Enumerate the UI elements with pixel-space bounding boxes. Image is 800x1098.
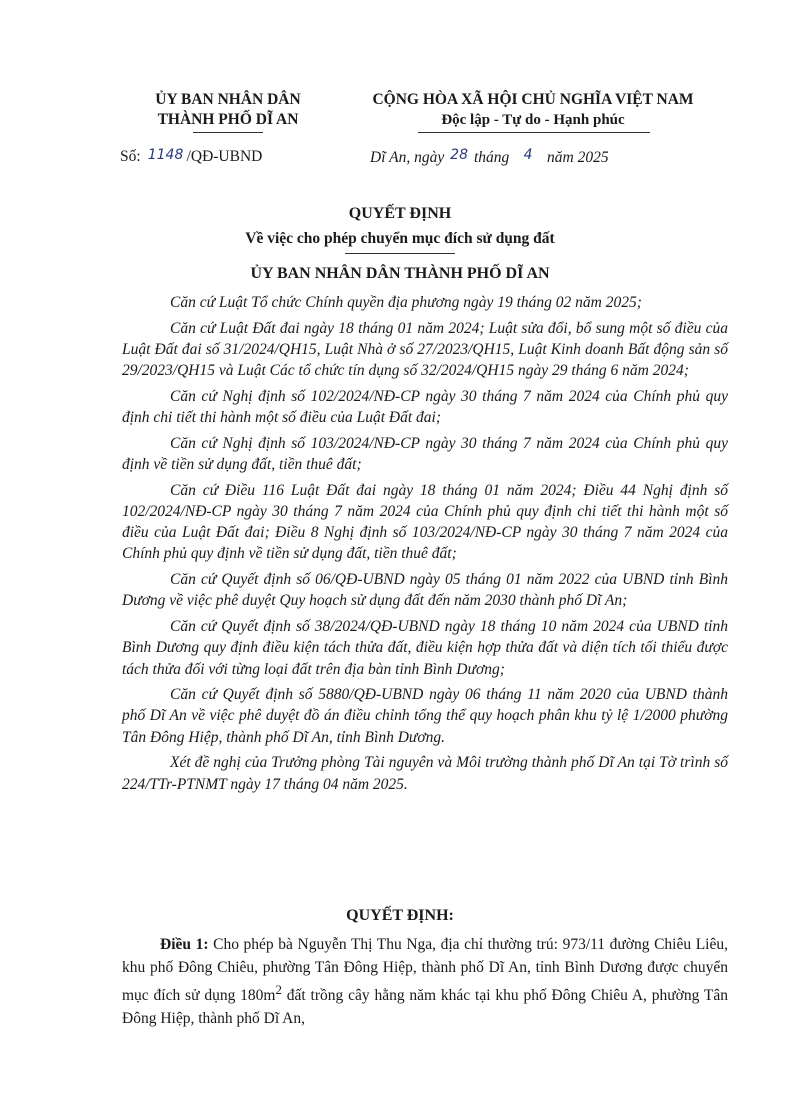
nation-name: CỘNG HÒA XÃ HỘI CHỦ NGHĨA VIỆT NAM xyxy=(372,91,694,108)
subject-underline xyxy=(345,253,455,254)
national-header xyxy=(318,90,748,130)
basis-paragraph: Căn cứ Quyết định số 5880/QĐ-UBND ngày 06 tháng 11 năm 2020 của UBND thành phố Dĩ An về việc phê duyệt đồ án điều chỉnh tổng thể quy hoạch phân khu tỷ lệ 1/2000 phường Tân Đông Hiệp, thành phố Dĩ An, tỉnh Bình Dương. xyxy=(122,686,728,746)
basis-paragraph: Căn cứ Quyết định số 38/2024/QĐ-UBND ngày 18 tháng 10 năm 2024 của UBND tỉnh Bình Dương quy định điều kiện tách thửa đất, điều kiện hợp thửa đất và diện tích tối thiểu được tách thửa đối với từng loại đất trên địa bàn tỉnh Bình Dương; xyxy=(122,617,728,678)
issuing-agency xyxy=(118,90,338,130)
article-1-paragraph xyxy=(122,934,728,1030)
legal-bases xyxy=(122,292,728,799)
article-1-lead: Điều 1: xyxy=(160,936,209,953)
article-1 xyxy=(122,934,728,1030)
date-place: Dĩ An, ngày xyxy=(370,149,445,166)
basis-paragraph: Căn cứ Điều 116 Luật Đất đai ngày 18 tháng 01 năm 2024; Điều 44 Nghị định số 102/2024/NĐ-CP ngày 30 tháng 7 năm 2024 của Chính phủ quy định chi tiết thi hành một số điều của Luật Đất đai; Điều 8 Nghị định số 103/2024/NĐ-CP ngày 30 tháng 7 năm 2024 của Chính phủ quy định về tiền sử dụng đất, tiền thuê đất; xyxy=(122,481,728,563)
issuing-authority: ỦY BAN NHÂN DÂN THÀNH PHỐ DĨ AN xyxy=(250,265,550,282)
basis-paragraph: Căn cứ Nghị định số 102/2024/NĐ-CP ngày 30 tháng 7 năm 2024 của Chính phủ quy định chi tiết thi hành một số điều của Luật Đất đai; xyxy=(122,387,728,427)
agency-underline xyxy=(193,132,263,133)
basis-paragraph: Căn cứ Luật Tổ chức Chính quyền địa phương ngày 19 tháng 02 năm 2025; xyxy=(170,294,642,311)
doc-number-handwritten: 1148 xyxy=(147,147,184,163)
basis-paragraph: Căn cứ Luật Đất đai ngày 18 tháng 01 năm 2024; Luật sửa đổi, bổ sung một số điều của Luật Đất đai số 31/2024/QH15, Luật Nhà ở số 27/2023/QH15, Luật Kinh doanh Bất động sản số 29/2023/QH15 và Luật Các tổ chức tín dụng số 32/2024/QH15 ngày 29 tháng 6 năm 2024; xyxy=(122,319,728,380)
motto-underline xyxy=(418,132,650,133)
article-1-text-b: đất trồng cây hằng năm khác tại khu phố Đông Chiêu A, phường Tân Đông Hiệp, thành phố Dĩ An, xyxy=(122,987,728,1027)
doc-number-suffix: /QĐ-UBND xyxy=(186,148,263,165)
date-month-label: tháng xyxy=(473,149,510,166)
date-year: năm 2025 xyxy=(547,149,609,166)
national-motto: Độc lập - Tự do - Hạnh phúc xyxy=(441,112,625,128)
date-day-handwritten: 28 xyxy=(450,147,468,163)
date-line xyxy=(370,145,700,168)
article-1-sup: 2 xyxy=(275,982,282,997)
decision-heading: QUYẾT ĐỊNH: xyxy=(346,907,454,924)
basis-paragraph: Xét đề nghị của Trưởng phòng Tài nguyên và Môi trường thành phố Dĩ An tại Tờ trình số 224/TTr-PTNMT ngày 17 tháng 04 năm 2025. xyxy=(122,754,728,793)
agency-line-2: THÀNH PHỐ DĨ AN xyxy=(157,111,299,128)
basis-paragraph: Căn cứ Nghị định số 103/2024/NĐ-CP ngày 30 tháng 7 năm 2024 của Chính phủ quy định về tiền sử dụng đất, tiền thuê đất; xyxy=(122,434,728,473)
article-1-text-a: Cho phép bà Nguyễn Thị Thu Nga, địa chỉ thường trú: 973/11 đường Chiêu Liêu, khu phố Đông Chiêu, phường Tân Đông Hiệp, thành phố Dĩ An, tỉnh Bình Dương được chuyển mục đích sử dụng 180m xyxy=(122,936,728,1005)
basis-paragraph: Căn cứ Quyết định số 06/QĐ-UBND ngày 05 tháng 01 năm 2022 của UBND tỉnh Bình Dương về việc phê duyệt Quy hoạch sử dụng đất đến năm 2030 thành phố Dĩ An; xyxy=(122,571,728,610)
document-subject: Về việc cho phép chuyển mục đích sử dụng đất xyxy=(245,230,555,247)
doc-number-prefix: Số: xyxy=(120,148,141,165)
date-month-handwritten: 4 xyxy=(523,147,533,163)
document-type-title: QUYẾT ĐỊNH xyxy=(348,205,452,222)
document-number xyxy=(120,145,360,167)
agency-line-1: ỦY BAN NHÂN DÂN xyxy=(155,91,301,108)
